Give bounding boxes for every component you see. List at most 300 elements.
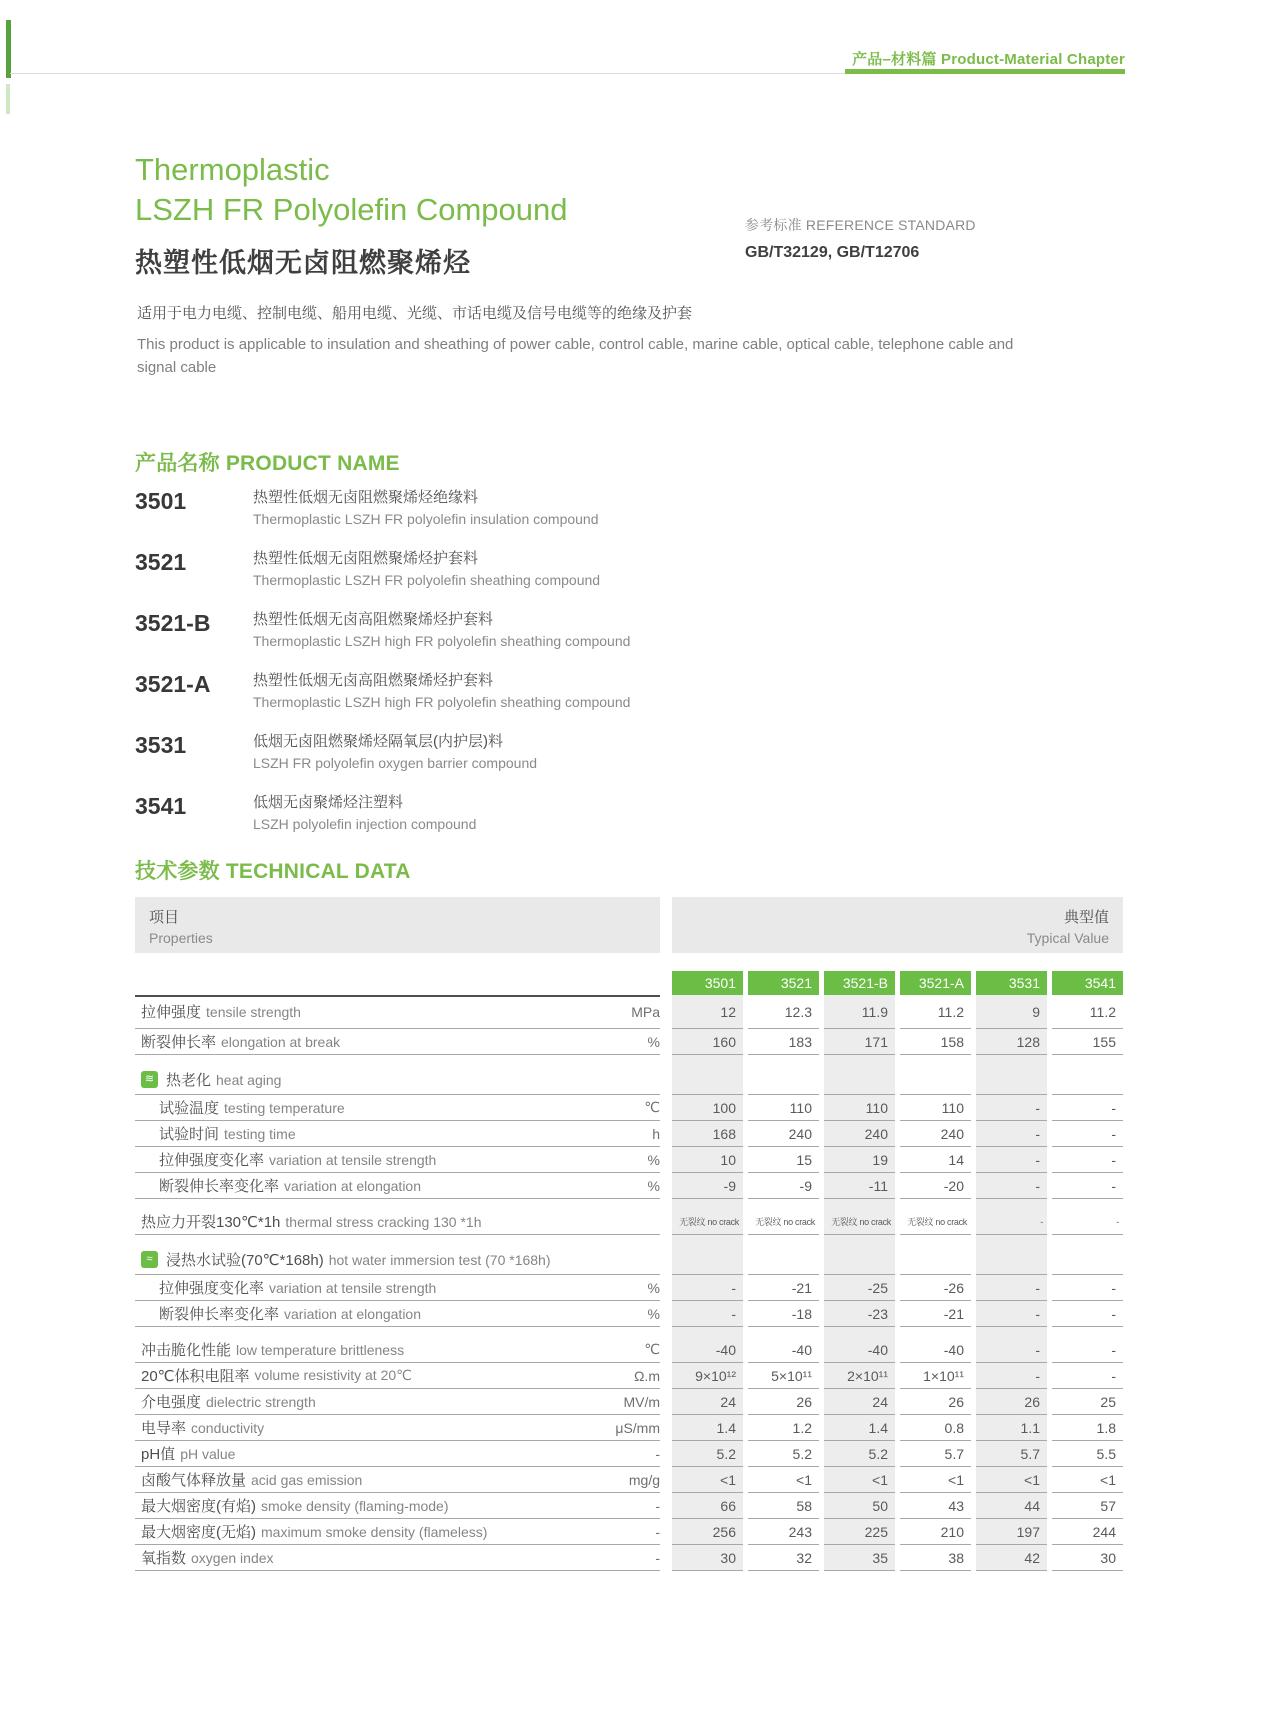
value-cell: -20 bbox=[900, 1173, 971, 1199]
unit-label: MV/m bbox=[623, 1393, 660, 1410]
heat-icon: ≋ bbox=[141, 1071, 158, 1088]
property-label-chinese: 试验时间 bbox=[159, 1126, 220, 1143]
value-cell: 1×10¹¹ bbox=[900, 1363, 971, 1389]
value-cell: 100 bbox=[672, 1095, 743, 1121]
value-cell: - bbox=[976, 1275, 1047, 1301]
property-label-english: testing temperature bbox=[224, 1099, 345, 1116]
property-label bbox=[141, 1521, 487, 1542]
value-cell: 26 bbox=[900, 1389, 971, 1415]
value-cell bbox=[976, 1245, 1047, 1275]
value-cell: 35 bbox=[824, 1545, 895, 1571]
property-label-chinese: pH值 bbox=[141, 1446, 176, 1463]
value-cell: 19 bbox=[824, 1147, 895, 1173]
property-label-chinese: 断裂伸长率 bbox=[141, 1034, 217, 1051]
value-cell: 256 bbox=[672, 1519, 743, 1545]
table-row bbox=[135, 1301, 1123, 1327]
value-cell: 11.9 bbox=[824, 995, 895, 1029]
property-label-cell bbox=[135, 1441, 660, 1467]
value-cell: 25 bbox=[1052, 1389, 1123, 1415]
value-cell: - bbox=[1052, 1337, 1123, 1363]
value-cell: 110 bbox=[900, 1095, 971, 1121]
table-row bbox=[135, 1337, 1123, 1363]
column-header-3521-b: 3521-B bbox=[824, 971, 895, 995]
value-cell: 5.2 bbox=[748, 1441, 819, 1467]
value-cell bbox=[748, 1245, 819, 1275]
product-name-english: Thermoplastic LSZH FR polyolefin insulation compound bbox=[253, 511, 599, 527]
table-body bbox=[135, 995, 1123, 1571]
value-cell: - bbox=[976, 1337, 1047, 1363]
property-label bbox=[159, 1303, 421, 1324]
value-cell: -11 bbox=[824, 1173, 895, 1199]
product-name-chinese: 低烟无卤阻燃聚烯烃隔氧层(内护层)料 bbox=[253, 733, 503, 750]
water-icon: ≈ bbox=[141, 1251, 158, 1268]
value-cell: 1.4 bbox=[672, 1415, 743, 1441]
product-name-chinese: 热塑性低烟无卤高阻燃聚烯烃护套料 bbox=[253, 672, 494, 689]
value-cell: <1 bbox=[748, 1467, 819, 1493]
value-cell: 32 bbox=[748, 1545, 819, 1571]
property-label-chinese: 试验温度 bbox=[159, 1100, 220, 1117]
value-cell: -26 bbox=[900, 1275, 971, 1301]
table-section-row bbox=[135, 1065, 1123, 1095]
property-label-chinese: 最大烟密度(有焰) bbox=[141, 1498, 256, 1515]
value-cell: 5.2 bbox=[824, 1441, 895, 1467]
typical-value-header-chinese: 典型值 bbox=[1063, 909, 1109, 926]
value-cell: 1.8 bbox=[1052, 1415, 1123, 1441]
value-cell: 110 bbox=[824, 1095, 895, 1121]
value-cell: -40 bbox=[824, 1337, 895, 1363]
property-label-english: conductivity bbox=[191, 1419, 265, 1436]
property-label-chinese: 20℃体积电阻率 bbox=[141, 1368, 250, 1385]
value-cell bbox=[1052, 1245, 1123, 1275]
value-cell: 无裂纹 no crack bbox=[824, 1209, 895, 1235]
value-cell: 14 bbox=[900, 1147, 971, 1173]
reference-standard-value: GB/T32129, GB/T12706 bbox=[745, 244, 920, 261]
property-label-chinese: 拉伸强度变化率 bbox=[159, 1152, 265, 1169]
property-label-chinese: 拉伸强度变化率 bbox=[159, 1280, 265, 1297]
value-cell bbox=[824, 1245, 895, 1275]
property-label-chinese: 拉伸强度 bbox=[141, 1004, 202, 1021]
product-descriptions bbox=[253, 732, 537, 772]
property-label-english: acid gas emission bbox=[251, 1471, 363, 1488]
property-label-english: smoke density (flaming-mode) bbox=[261, 1497, 449, 1514]
product-descriptions bbox=[253, 671, 630, 711]
value-cell: 12.3 bbox=[748, 995, 819, 1029]
value-cell bbox=[900, 1065, 971, 1095]
value-cell: 5.7 bbox=[900, 1441, 971, 1467]
value-cell bbox=[976, 1065, 1047, 1095]
property-label-cell bbox=[135, 1275, 660, 1301]
value-cell bbox=[824, 1065, 895, 1095]
unit-label: Ω.m bbox=[633, 1367, 660, 1384]
unit-label: μS/mm bbox=[615, 1419, 660, 1436]
value-cell: -21 bbox=[748, 1275, 819, 1301]
table-row bbox=[135, 1363, 1123, 1389]
value-cell: 57 bbox=[1052, 1493, 1123, 1519]
property-label-english: pH value bbox=[180, 1445, 236, 1462]
property-label bbox=[141, 1443, 235, 1464]
value-cell: -40 bbox=[900, 1337, 971, 1363]
property-label-english: testing time bbox=[224, 1125, 296, 1142]
property-label bbox=[141, 1547, 274, 1568]
value-cell: - bbox=[976, 1173, 1047, 1199]
column-header-3531: 3531 bbox=[976, 971, 1047, 995]
property-label-cell bbox=[135, 1095, 660, 1121]
property-label-cell bbox=[135, 1029, 660, 1055]
column-header-3501: 3501 bbox=[672, 971, 743, 995]
typical-value-header bbox=[672, 897, 1123, 953]
value-cell: 26 bbox=[976, 1389, 1047, 1415]
value-cell: 26 bbox=[748, 1389, 819, 1415]
value-cell: 30 bbox=[1052, 1545, 1123, 1571]
value-cell: - bbox=[976, 1363, 1047, 1389]
unit-label: % bbox=[647, 1177, 660, 1194]
value-cell: 无裂纹 no crack bbox=[748, 1209, 819, 1235]
unit-label: % bbox=[647, 1305, 660, 1322]
value-cell: - bbox=[1052, 1363, 1123, 1389]
value-cell: - bbox=[1052, 1209, 1123, 1235]
property-label bbox=[141, 1031, 340, 1052]
list-item bbox=[135, 488, 895, 528]
property-label-cell bbox=[135, 1545, 660, 1571]
value-cell: -9 bbox=[748, 1173, 819, 1199]
value-cell: 58 bbox=[748, 1493, 819, 1519]
value-cell: 5.5 bbox=[1052, 1441, 1123, 1467]
table-row bbox=[135, 1415, 1123, 1441]
value-cell: - bbox=[1052, 1301, 1123, 1327]
value-cell: - bbox=[1052, 1147, 1123, 1173]
value-cell: - bbox=[1052, 1095, 1123, 1121]
product-name-english: LSZH FR polyolefin oxygen barrier compound bbox=[253, 755, 538, 771]
property-label bbox=[141, 1495, 449, 1516]
property-label-cell bbox=[135, 1147, 660, 1173]
column-header-3541: 3541 bbox=[1052, 971, 1123, 995]
table-row bbox=[135, 1029, 1123, 1055]
value-cell: 1.2 bbox=[748, 1415, 819, 1441]
value-cell: 168 bbox=[672, 1121, 743, 1147]
product-code: 3521-B bbox=[135, 610, 211, 636]
value-cell bbox=[900, 1245, 971, 1275]
unit-label: mg/g bbox=[628, 1471, 660, 1488]
header-accent-bar bbox=[845, 69, 1125, 74]
property-label-english: maximum smoke density (flameless) bbox=[261, 1523, 488, 1540]
property-label-english: variation at tensile strength bbox=[269, 1279, 437, 1296]
value-cell: 12 bbox=[672, 995, 743, 1029]
value-cell: 44 bbox=[976, 1493, 1047, 1519]
value-cell: 243 bbox=[748, 1519, 819, 1545]
table-row bbox=[135, 1173, 1123, 1199]
chapter-header: 产品–材料篇 Product-Material Chapter bbox=[852, 51, 1125, 68]
property-label-english: hot water immersion test (70 *168h) bbox=[328, 1251, 551, 1268]
value-cell: 无裂纹 no crack bbox=[900, 1209, 971, 1235]
table-spacer-row bbox=[135, 1199, 1123, 1209]
properties-header bbox=[135, 897, 660, 953]
value-cell: 30 bbox=[672, 1545, 743, 1571]
unit-label: % bbox=[647, 1151, 660, 1168]
properties-header-english: Properties bbox=[149, 930, 213, 946]
properties-header-chinese: 项目 bbox=[149, 909, 180, 926]
value-cell: 11.2 bbox=[900, 995, 971, 1029]
value-cell: - bbox=[976, 1209, 1047, 1235]
value-cell: -25 bbox=[824, 1275, 895, 1301]
reference-standard-label: 参考标准 REFERENCE STANDARD bbox=[745, 217, 976, 233]
value-cell: 11.2 bbox=[1052, 995, 1123, 1029]
product-descriptions bbox=[253, 793, 476, 833]
unit-label: - bbox=[655, 1549, 660, 1566]
property-label bbox=[141, 1339, 404, 1360]
property-label bbox=[141, 1069, 281, 1090]
table-section-row bbox=[135, 1245, 1123, 1275]
column-header-spacer bbox=[135, 971, 672, 995]
property-label bbox=[141, 1249, 551, 1270]
property-label bbox=[159, 1123, 296, 1144]
property-label-english: variation at elongation bbox=[284, 1177, 422, 1194]
value-cell: <1 bbox=[976, 1467, 1047, 1493]
table-header-band bbox=[135, 897, 1123, 953]
unit-label: - bbox=[655, 1445, 660, 1462]
value-cell: 43 bbox=[900, 1493, 971, 1519]
property-label-english: low temperature brittleness bbox=[236, 1341, 405, 1358]
property-label-cell bbox=[135, 1121, 660, 1147]
property-label bbox=[159, 1149, 436, 1170]
property-label-chinese: 最大烟密度(无焰) bbox=[141, 1524, 256, 1541]
value-cell: 158 bbox=[900, 1029, 971, 1055]
value-cell: 244 bbox=[1052, 1519, 1123, 1545]
title-block bbox=[135, 150, 567, 280]
property-label bbox=[141, 1365, 412, 1386]
value-cell: 5.7 bbox=[976, 1441, 1047, 1467]
value-cell: 66 bbox=[672, 1493, 743, 1519]
value-cell: -21 bbox=[900, 1301, 971, 1327]
table-spacer-row bbox=[135, 1055, 1123, 1065]
product-name-english: Thermoplastic LSZH FR polyolefin sheathing compound bbox=[253, 572, 601, 588]
property-label-cell bbox=[135, 1337, 660, 1363]
value-cell: - bbox=[976, 1301, 1047, 1327]
unit-label: MPa bbox=[631, 1003, 660, 1020]
property-label-english: volume resistivity at 20℃ bbox=[254, 1367, 412, 1383]
property-label bbox=[141, 1469, 362, 1490]
value-cell: 9×10¹² bbox=[672, 1363, 743, 1389]
unit-label: h bbox=[652, 1125, 660, 1142]
product-column-headers bbox=[135, 971, 1123, 995]
value-cell: 240 bbox=[824, 1121, 895, 1147]
product-descriptions bbox=[253, 488, 599, 528]
page-edge-bar-light bbox=[6, 84, 10, 114]
property-label-cell bbox=[135, 1209, 660, 1235]
value-cell: 160 bbox=[672, 1029, 743, 1055]
property-label-cell bbox=[135, 1415, 660, 1441]
list-item bbox=[135, 671, 895, 711]
table-spacer-row bbox=[135, 1235, 1123, 1245]
value-cell: 210 bbox=[900, 1519, 971, 1545]
value-cell: 5×10¹¹ bbox=[748, 1363, 819, 1389]
value-cell bbox=[672, 1245, 743, 1275]
value-cell: 197 bbox=[976, 1519, 1047, 1545]
value-cell: 38 bbox=[900, 1545, 971, 1571]
product-code: 3541 bbox=[135, 793, 187, 819]
title-chinese: 热塑性低烟无卤阻燃聚烯烃 bbox=[135, 248, 471, 278]
property-label-english: thermal stress cracking 130 *1h bbox=[285, 1213, 482, 1230]
property-label-cell bbox=[135, 1493, 660, 1519]
property-label-cell bbox=[135, 1389, 660, 1415]
table-row bbox=[135, 1441, 1123, 1467]
property-label-cell bbox=[135, 1301, 660, 1327]
property-label-english: oxygen index bbox=[191, 1549, 274, 1566]
property-label-english: tensile strength bbox=[206, 1003, 301, 1020]
table-row bbox=[135, 1467, 1123, 1493]
column-header-3521: 3521 bbox=[748, 971, 819, 995]
value-cell: 171 bbox=[824, 1029, 895, 1055]
product-name-chinese: 低烟无卤聚烯烃注塑料 bbox=[253, 794, 404, 811]
column-header-3521-a: 3521-A bbox=[900, 971, 971, 995]
product-name-chinese: 热塑性低烟无卤高阻燃聚烯烃护套料 bbox=[253, 611, 494, 628]
property-label-chinese: 断裂伸长率变化率 bbox=[159, 1306, 280, 1323]
table-row bbox=[135, 1545, 1123, 1571]
table-row bbox=[135, 1389, 1123, 1415]
value-cell: 0.8 bbox=[900, 1415, 971, 1441]
value-cell: 24 bbox=[824, 1389, 895, 1415]
table-spacer-row bbox=[135, 1327, 1123, 1337]
value-cell: - bbox=[976, 1121, 1047, 1147]
value-cell bbox=[1052, 1065, 1123, 1095]
table-row bbox=[135, 1209, 1123, 1235]
property-label bbox=[159, 1277, 436, 1298]
product-name-chinese: 热塑性低烟无卤阻燃聚烯烃绝缘料 bbox=[253, 489, 479, 506]
reference-standard-block bbox=[745, 215, 976, 262]
table-row bbox=[135, 1519, 1123, 1545]
technical-data-heading: 技术参数 TECHNICAL DATA bbox=[135, 860, 411, 883]
value-cell: <1 bbox=[672, 1467, 743, 1493]
table-row bbox=[135, 1095, 1123, 1121]
product-descriptions bbox=[253, 549, 600, 589]
property-label-chinese: 介电强度 bbox=[141, 1394, 202, 1411]
product-name-chinese: 热塑性低烟无卤阻燃聚烯烃护套料 bbox=[253, 550, 479, 567]
value-cell: - bbox=[976, 1095, 1047, 1121]
property-label bbox=[141, 1391, 316, 1412]
value-cell: <1 bbox=[900, 1467, 971, 1493]
property-label-chinese: 浸热水试验(70℃*168h) bbox=[166, 1252, 324, 1269]
title-english-line1: Thermoplastic bbox=[135, 152, 330, 187]
value-cell: 1.1 bbox=[976, 1415, 1047, 1441]
typical-value-header-english: Typical Value bbox=[1026, 930, 1109, 946]
product-name-heading: 产品名称 PRODUCT NAME bbox=[135, 452, 400, 475]
property-label bbox=[141, 1001, 301, 1022]
value-cell: 50 bbox=[824, 1493, 895, 1519]
value-cell: 5.2 bbox=[672, 1441, 743, 1467]
property-label-chinese: 断裂伸长率变化率 bbox=[159, 1178, 280, 1195]
property-label bbox=[141, 1211, 482, 1232]
value-cell: 10 bbox=[672, 1147, 743, 1173]
property-label-chinese: 电导率 bbox=[141, 1420, 187, 1437]
value-cell: - bbox=[1052, 1275, 1123, 1301]
property-label-cell bbox=[135, 995, 660, 1029]
property-label-cell bbox=[135, 1363, 660, 1389]
applicability-description bbox=[137, 305, 1025, 379]
property-label-chinese: 卤酸气体释放量 bbox=[141, 1472, 247, 1489]
unit-label: - bbox=[655, 1523, 660, 1540]
value-cell: 42 bbox=[976, 1545, 1047, 1571]
list-item bbox=[135, 610, 895, 650]
value-cell bbox=[748, 1065, 819, 1095]
property-label-english: variation at tensile strength bbox=[269, 1151, 437, 1168]
value-cell: - bbox=[1052, 1121, 1123, 1147]
value-cell: 无裂纹 no crack bbox=[672, 1209, 743, 1235]
property-label-english: heat aging bbox=[216, 1071, 282, 1088]
value-cell: -9 bbox=[672, 1173, 743, 1199]
value-cell: - bbox=[672, 1301, 743, 1327]
product-code: 3501 bbox=[135, 488, 187, 514]
value-cell: -40 bbox=[748, 1337, 819, 1363]
product-code: 3521-A bbox=[135, 671, 211, 697]
title-english-line2: LSZH FR Polyolefin Compound bbox=[135, 192, 568, 227]
property-label bbox=[141, 1417, 264, 1438]
unit-label: % bbox=[647, 1033, 660, 1050]
value-cell: 24 bbox=[672, 1389, 743, 1415]
value-cell: 110 bbox=[748, 1095, 819, 1121]
property-label-cell bbox=[135, 1467, 660, 1493]
product-code: 3521 bbox=[135, 549, 187, 575]
product-name-english: Thermoplastic LSZH high FR polyolefin sheathing compound bbox=[253, 633, 631, 649]
unit-label: % bbox=[647, 1279, 660, 1296]
product-code: 3531 bbox=[135, 732, 187, 758]
product-name-english: Thermoplastic LSZH high FR polyolefin sheathing compound bbox=[253, 694, 631, 710]
technical-data-table bbox=[135, 897, 1123, 1571]
product-descriptions bbox=[253, 610, 630, 650]
table-row bbox=[135, 1147, 1123, 1173]
value-cell: <1 bbox=[1052, 1467, 1123, 1493]
value-cell: 9 bbox=[976, 995, 1047, 1029]
unit-label: ℃ bbox=[644, 1099, 660, 1115]
value-cell: 225 bbox=[824, 1519, 895, 1545]
description-english: This product is applicable to insulation and sheathing of power cable, control cable, marine cable, optical cable, telephone cable and signal cable bbox=[137, 336, 1014, 376]
product-name-english: LSZH polyolefin injection compound bbox=[253, 816, 477, 832]
value-cell: - bbox=[672, 1275, 743, 1301]
value-cell: 183 bbox=[748, 1029, 819, 1055]
unit-label: ℃ bbox=[644, 1341, 660, 1357]
value-cell: 155 bbox=[1052, 1029, 1123, 1055]
list-item bbox=[135, 549, 895, 589]
product-list bbox=[135, 488, 895, 854]
property-label-cell bbox=[135, 1519, 660, 1545]
property-label-cell bbox=[135, 1245, 660, 1275]
unit-label: - bbox=[655, 1497, 660, 1514]
value-cell: <1 bbox=[824, 1467, 895, 1493]
table-row bbox=[135, 1121, 1123, 1147]
value-cell: 240 bbox=[748, 1121, 819, 1147]
table-row bbox=[135, 1275, 1123, 1301]
property-label-chinese: 热应力开裂130℃*1h bbox=[141, 1214, 281, 1231]
list-item bbox=[135, 793, 895, 833]
value-cell: - bbox=[1052, 1173, 1123, 1199]
table-row bbox=[135, 995, 1123, 1029]
property-label-english: variation at elongation bbox=[284, 1305, 422, 1322]
value-cell: -18 bbox=[748, 1301, 819, 1327]
value-cell: -23 bbox=[824, 1301, 895, 1327]
property-label-cell bbox=[135, 1173, 660, 1199]
value-cell: 1.4 bbox=[824, 1415, 895, 1441]
property-label bbox=[159, 1097, 345, 1118]
value-cell: 240 bbox=[900, 1121, 971, 1147]
property-label-english: dielectric strength bbox=[206, 1393, 316, 1410]
table-row bbox=[135, 1493, 1123, 1519]
property-label-chinese: 氧指数 bbox=[141, 1550, 187, 1567]
property-label-chinese: 冲击脆化性能 bbox=[141, 1342, 232, 1359]
value-cell bbox=[672, 1065, 743, 1095]
property-label bbox=[159, 1175, 421, 1196]
property-label-cell bbox=[135, 1065, 660, 1095]
description-chinese: 适用于电力电缆、控制电缆、船用电缆、光缆、市话电缆及信号电缆等的绝缘及护套 bbox=[137, 305, 693, 322]
list-item bbox=[135, 732, 895, 772]
value-cell: 15 bbox=[748, 1147, 819, 1173]
